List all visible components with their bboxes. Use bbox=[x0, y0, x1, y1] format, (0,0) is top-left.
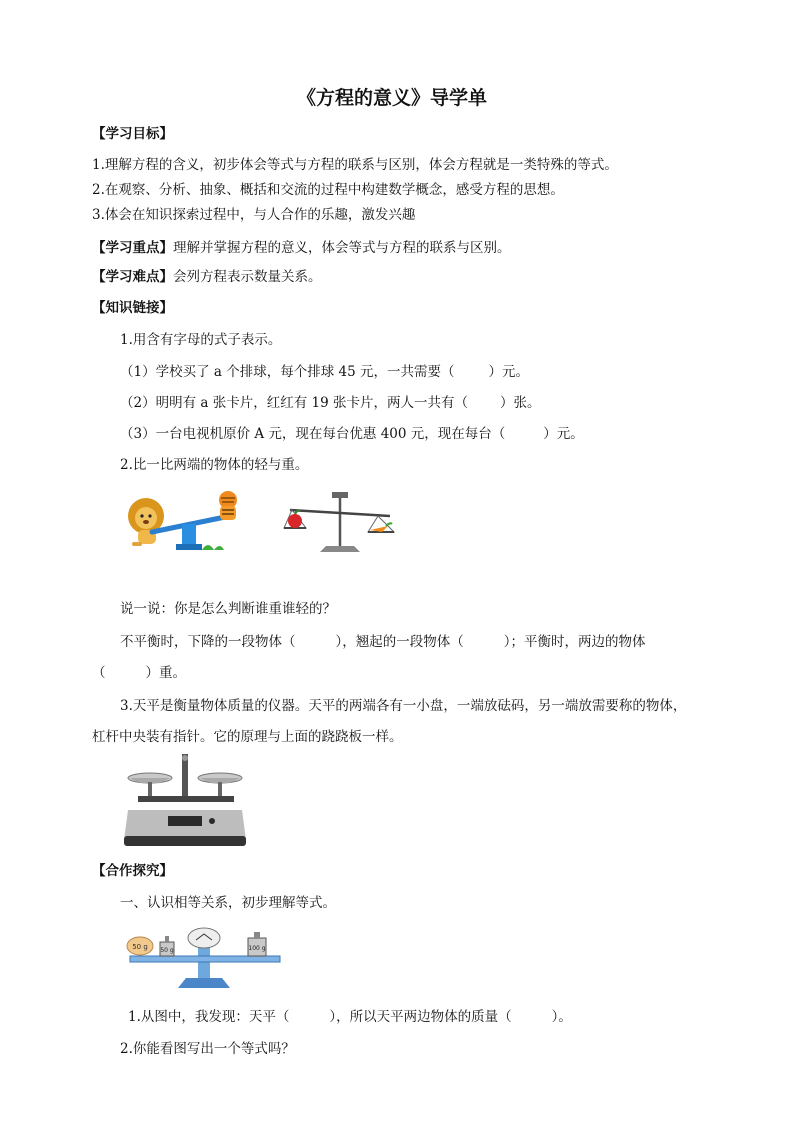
links-q2: 2.比一比两端的物体的轻与重。 bbox=[120, 457, 309, 473]
balance-rule-line-2: （ ）重。 bbox=[92, 665, 186, 681]
coop-q1: 1.从图中，我发现：天平（ ），所以天平两边物体的质量（ ）。 bbox=[128, 1009, 572, 1025]
carrot-icon bbox=[370, 523, 392, 532]
difficulty-label: 【学习难点】 bbox=[92, 269, 173, 285]
links-heading: 【知识链接】 bbox=[92, 300, 173, 316]
weight-1-label: 50 g bbox=[160, 947, 174, 954]
balance-illustration bbox=[282, 490, 398, 556]
equal-balance-image bbox=[120, 924, 290, 992]
key-point bbox=[92, 239, 511, 257]
lab-balance-image bbox=[124, 754, 246, 846]
coop-heading: 【合作探究】 bbox=[92, 863, 173, 879]
key-point-label: 【学习重点】 bbox=[92, 240, 173, 256]
objective-item: 1.理解方程的含义，初步体会等式与方程的联系与区别，体会方程就是一类特殊的等式。 bbox=[92, 157, 618, 173]
lion-icon bbox=[128, 498, 164, 546]
links-q1-item: （1）学校买了 a 个排球，每个排球 45 元，一共需要（ ）元。 bbox=[120, 364, 529, 380]
difficulty bbox=[92, 268, 322, 286]
objective-item: 3.体会在知识探索过程中，与人合作的乐趣，激发兴趣 bbox=[92, 207, 416, 223]
egg-weight-label: 50 g bbox=[132, 943, 148, 951]
links-q1-item: （3）一台电视机原价 A 元，现在每台优惠 400 元，现在每台（ ）元。 bbox=[120, 426, 584, 442]
key-point-text: 理解并掌握方程的意义，体会等式与方程的联系与区别。 bbox=[173, 240, 511, 256]
balance-rule-line: 不平衡时，下降的一段物体（ ），翘起的一段物体（ ）；平衡时，两边的物体 bbox=[120, 634, 646, 650]
say-prompt: 说一说：你是怎么判断谁重谁轻的？ bbox=[120, 601, 336, 617]
weight-icon bbox=[160, 936, 174, 956]
objective-item: 2.在观察、分析、抽象、概括和交流的过程中构建数学概念，感受方程的思想。 bbox=[92, 182, 564, 198]
coop-q2: 2.你能看图写出一个等式吗？ bbox=[120, 1041, 295, 1057]
difficulty-text: 会列方程表示数量关系。 bbox=[173, 269, 322, 285]
objectives-heading: 【学习目标】 bbox=[92, 126, 173, 142]
links-q1: 1.用含有字母的式子表示。 bbox=[120, 332, 282, 348]
tiger-icon bbox=[219, 491, 237, 520]
page-title: 《方程的意义》导学单 bbox=[297, 87, 488, 109]
coop-part1: 一、认识相等关系，初步理解等式。 bbox=[120, 895, 336, 911]
weight-2-label: 100 g bbox=[248, 945, 266, 952]
q3-line-1: 3.天平是衡量物体质量的仪器。天平的两端各有一小盘，一端放砝码，另一端放需要称的物体， bbox=[120, 698, 687, 714]
q3-line-2: 杠杆中央装有指针。它的原理与上面的跷跷板一样。 bbox=[92, 729, 403, 745]
links-q1-item: （2）明明有 a 张卡片，红红有 19 张卡片，两人一共有（ ）张。 bbox=[120, 395, 541, 411]
egg-icon bbox=[127, 937, 153, 955]
seesaw-illustration bbox=[120, 490, 260, 556]
weight-icon bbox=[248, 932, 266, 956]
